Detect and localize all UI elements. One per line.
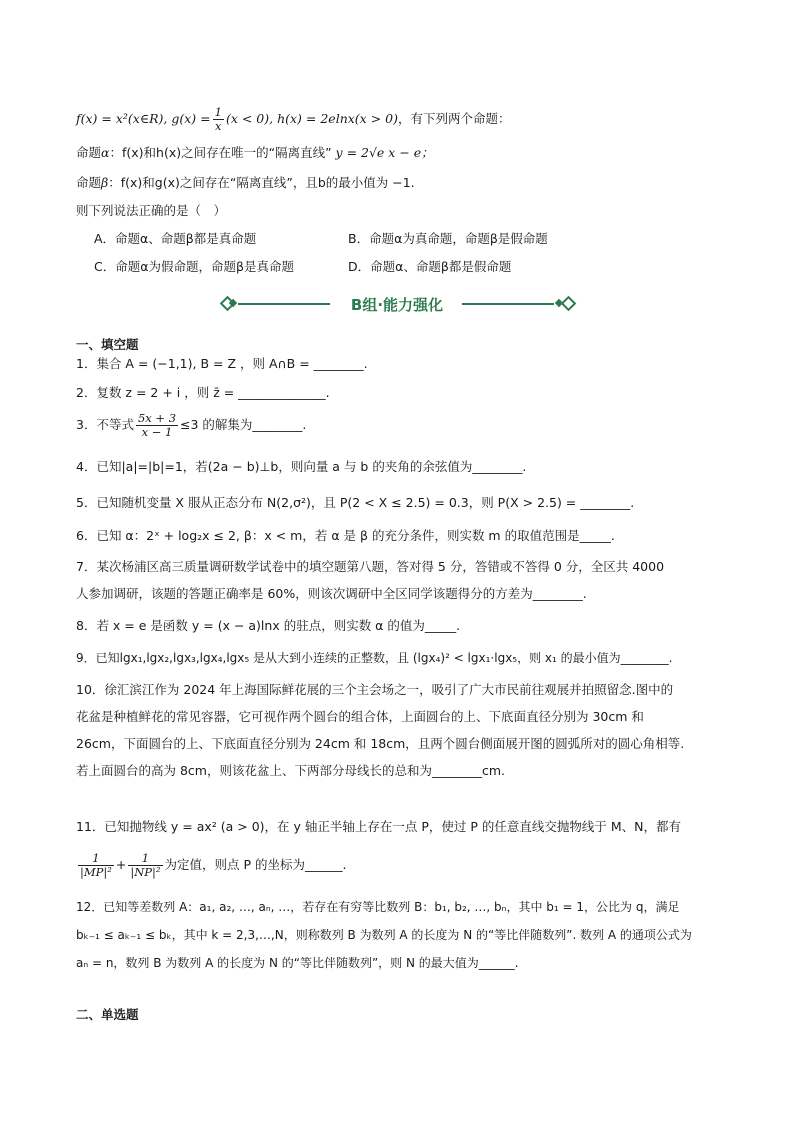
h-definition: h(x) = 2elnx(x > 0) <box>277 111 398 126</box>
option-d[interactable]: D．命题α、命题β都是假命题 <box>348 259 512 274</box>
question-4: 4．已知|a|=|b|=1，若(2a − b)⊥b，则向量 a 与 b 的夹角的余弦值为________. <box>76 459 527 474</box>
option-b[interactable]: B．命题α为真命题，命题β是假命题 <box>348 231 548 246</box>
proposition-beta: 命题β：f(x)和g(x)之间存在“隔离直线”，且b的最小值为 −1. <box>76 175 415 190</box>
options-row-2 <box>94 258 744 276</box>
question-12-line-2: bₖ₋₁ ≤ aₖ₋₁ ≤ bₖ，其中 k = 2,3,…,N，则称数列 B 为数列 A 的长度为 N 的“等比伴随数列”. 数列 A 的通项公式为 <box>76 928 692 942</box>
g-definition-prefix: g(x) = <box>171 111 211 126</box>
option-c[interactable]: C．命题α为假命题，命题β是真命题 <box>94 259 294 274</box>
g-fraction: $\frac{1}{x}$ <box>214 105 222 133</box>
option-a[interactable]: A．命题α、命题β都是真命题 <box>94 231 257 246</box>
premise-line <box>76 106 726 133</box>
q11-fraction-mp: $\frac{1}{\text{|MP|²}}$ <box>80 851 112 879</box>
question-10-line-1: 10．徐汇滨江作为 2024 年上海国际鲜花展的三个主会场之一，吸引了广大市民前往观展并拍照留念.图中的 <box>76 682 674 697</box>
question-8: 8．若 x = e 是函数 y = (x − a)lnx 的驻点，则实数 α 的值为_____. <box>76 618 461 633</box>
question-11-line-1: 11．已知抛物线 y = ax² (a > 0)，在 y 轴正半轴上存在一点 P，使过 P 的任意直线交抛物线于 M、N，都有 <box>76 819 681 834</box>
question-1: 1．集合 A = (−1,1), B = Z ，则 A∩B = ________. <box>76 356 368 371</box>
question-2: 2．复数 z = 2 + i ，则 z̄ = ______________. <box>76 385 330 400</box>
section-single-title: 二、单选题 <box>76 1007 139 1022</box>
question-11-line-2: $\frac{1}{\text{|MP|²}}$ + $\frac{1}{\text{|NP|²}}$ 为定值，则点 P 的坐标为______. <box>80 851 347 879</box>
options-row-1 <box>94 230 744 248</box>
question-5: 5．已知随机变量 X 服从正态分布 N(2,σ²)，且 P(2 < X ≤ 2.5) = 0.3，则 P(X > 2.5) = ________. <box>76 495 635 510</box>
premise-text: ，有下列两个命题： <box>397 111 511 126</box>
f-definition: f(x) = x²(x∈R), <box>76 111 168 126</box>
question-9: 9．已知lgx₁,lgx₂,lgx₃,lgx₄,lgx₅ 是从大到小连续的正整数，且 (lgx₄)² < lgx₁·lgx₅，则 x₁ 的最小值为________. <box>76 651 673 665</box>
q3-fraction: $\frac{5x + 3}{x - 1}$ <box>137 411 177 439</box>
section-banner <box>220 292 574 316</box>
banner-bar-right <box>462 303 554 305</box>
q11-fraction-np: $\frac{1}{\text{|NP|²}}$ <box>130 851 161 879</box>
question-7-line-1: 7．某次杨浦区高三质量调研数学试卷中的填空题第八题，答对得 5 分，答错或不答得 0 分，全区共 4000 <box>76 559 665 574</box>
question-10-line-3: 26cm，下面圆台的上、下底面直径分别为 24cm 和 18cm，且两个圆台侧面展开图的圆弧所对的圆心角相等. <box>76 736 685 751</box>
question-10-line-2: 花盆是种植鲜花的常见容器，它可视作两个圆台的组合体，上面圆台的上、下底面直径分别为 30cm 和 <box>76 709 644 724</box>
question-stem: 则下列说法正确的是（ ） <box>76 203 227 218</box>
question-6: 6．已知 α：2ˣ + log₂x ≤ 2, β：x < m，若 α 是 β 的充分条件，则实数 m 的取值范围是_____. <box>76 528 615 543</box>
banner-title: B组·能力强化 <box>350 296 444 314</box>
g-definition-suffix: (x < 0), <box>225 111 274 126</box>
proposition-alpha: 命题α：f(x)和h(x)之间存在唯一的“隔离直线” y = 2√e x − e； <box>76 145 434 160</box>
question-12-line-3: aₙ = n，数列 B 为数列 A 的长度为 N 的“等比伴随数列”，则 N 的最大值为______. <box>76 956 519 970</box>
question-12-line-1: 12．已知等差数列 A：a₁, a₂, …, aₙ, …，若存在有穷等比数列 B：b₁, b₂, …, bₙ，其中 b₁ = 1，公比为 q，满足 <box>76 900 680 914</box>
section-fill-title: 一、填空题 <box>76 337 139 352</box>
question-7-line-2: 人参加调研，该题的答题正确率是 60%，则该次调研中全区同学该题得分的方差为________. <box>76 586 587 601</box>
question-3: 3．不等式 $\frac{5x + 3}{x - 1}$ ≤3 的解集为________. <box>76 411 307 439</box>
question-10-line-4: 若上面圆台的高为 8cm，则该花盆上、下两部分母线长的总和为________cm. <box>76 763 505 778</box>
